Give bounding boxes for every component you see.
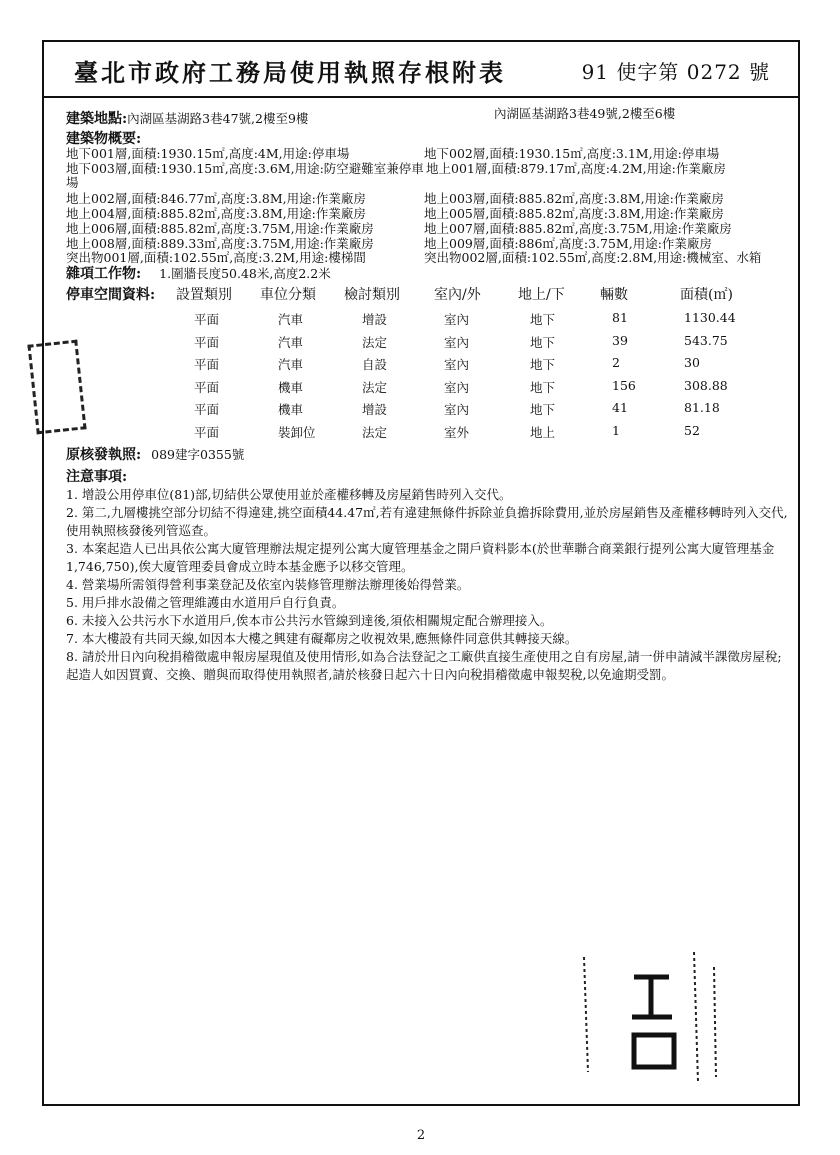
building-row: 地下002層,面積:1930.15㎡,高度:3.1M,用途:停車場 (424, 146, 720, 161)
building-row: 突出物001層,面積:102.55㎡,高度:3.2M,用途:樓梯間 (66, 250, 366, 265)
parking-cell: 平面 (194, 357, 220, 372)
parking-cell: 平面 (194, 424, 220, 440)
parking-header: 地上/下 (518, 287, 565, 303)
note-item: 7. 本大樓設有共同天線,如因本大樓之興建有礙鄰房之收視效果,應無條件同意供其轉接天線。 (66, 631, 578, 646)
title-bar (44, 42, 798, 98)
parking-cell: 裝卸位 (278, 424, 316, 440)
parking-header: 面積(㎡) (680, 287, 733, 303)
address-line (66, 108, 308, 128)
parking-cell: 室內 (444, 334, 470, 350)
building-row: 地上003層,面積:885.82㎡,高度:3.8M,用途:作業廠房 (424, 191, 724, 206)
building-label: 建築物概要: (66, 131, 142, 147)
parking-cell: 156 (612, 377, 636, 393)
address-value: 內湖區基湖路3巷47號,2樓至9樓 (127, 111, 309, 126)
misc-label: 雜項工作物: (66, 266, 142, 282)
document-frame (42, 40, 800, 1143)
building-row: 地上002層,面積:846.77㎡,高度:3.8M,用途:作業廠房 (66, 191, 366, 206)
misc-line (66, 263, 331, 283)
parking-header: 車位分類 (260, 287, 316, 303)
note-item: 3. 本案起造人已出具依公寓大廈管理辦法規定提列公寓大廈管理基金之開戶資料影本(於世華聯合商業銀行提列公寓大廈管理基金1,746,750),俟大廈管理委員會成立時本基金應予以移交管理。 (66, 541, 775, 574)
parking-cell: 39 (612, 332, 628, 348)
parking-cell: 81.18 (684, 400, 720, 415)
parking-cell: 室內 (444, 402, 470, 417)
building-row: 地下001層,面積:1930.15㎡,高度:4M,用途:停車場 (66, 146, 350, 161)
building-row: 地上001層,面積:879.17㎡,高度:4.2M,用途:作業廠房 (426, 161, 726, 176)
parking-cell: 法定 (362, 379, 388, 395)
parking-cell: 平面 (194, 379, 220, 395)
note-item: 8. 請於卅日內向稅捐稽徵處申報房屋現值及使用情形,如為合法登記之工廠供直接生產使用之自有房屋,請一併申請減半課徵房屋稅;起造人如因買賣、交換、贈與而取得使用執照者,請於核發日起六十日內向稅捐稽徵處申報契稅,以免逾期受罰。 (66, 649, 782, 682)
page-number: 2 (416, 1128, 426, 1143)
parking-cell: 室內 (444, 357, 470, 372)
parking-cell: 41 (612, 400, 628, 415)
parking-cell: 地下 (530, 402, 556, 417)
misc-value: 1.圍牆長度50.48米,高度2.2米 (159, 266, 331, 281)
note-item: 1. 增設公用停車位(81)部,切結供公眾使用並於產權移轉及房屋銷售時列入交代。 (66, 487, 512, 502)
building-row: 突出物002層,面積:102.55㎡,高度:2.8M,用途:機械室、水箱 (424, 250, 762, 265)
parking-cell: 地上 (530, 424, 556, 440)
parking-cell: 平面 (194, 402, 220, 417)
parking-cell: 2 (612, 355, 620, 370)
note-item: 6. 未接入公共污水下水道用戶,俟本市公共污水管線到達後,須依相關規定配合辦理接入。 (66, 613, 553, 628)
building-row: 地上004層,面積:885.82㎡,高度:3.8M,用途:作業廠房 (66, 206, 366, 221)
parking-cell: 室外 (444, 424, 470, 440)
parking-cell: 地下 (530, 357, 556, 372)
parking-cell: 30 (684, 355, 700, 370)
parking-cell: 1 (612, 422, 620, 438)
original-permit-label: 原核發執照: (66, 447, 142, 463)
parking-cell: 自設 (362, 357, 388, 372)
permit-number: 91 使字第 0272 號 (581, 60, 770, 84)
original-permit-line (66, 444, 244, 464)
parking-header: 室內/外 (434, 287, 481, 303)
seal-stamp-right (574, 947, 724, 1087)
parking-cell: 室內 (444, 379, 470, 395)
parking-cell: 機車 (278, 379, 304, 395)
parking-header: 輛數 (600, 287, 628, 303)
building-row: 地上009層,面積:886㎡,高度:3.75M,用途:作業廠房 (424, 236, 712, 251)
building-row: 地下003層,面積:1930.15㎡,高度:3.6M,用途:防空避難室兼停車 (66, 161, 424, 176)
original-permit-value: 089建字0355號 (151, 447, 245, 462)
parking-cell: 1130.44 (684, 310, 736, 325)
parking-cell: 地下 (530, 334, 556, 350)
building-row: 地上007層,面積:885.82㎡,高度:3.75M,用途:作業廠房 (424, 221, 732, 236)
parking-cell: 平面 (194, 312, 220, 327)
parking-cell: 汽車 (278, 334, 304, 350)
parking-cell: 汽車 (278, 312, 304, 327)
address-label: 建築地點: (66, 111, 128, 127)
parking-cell: 81 (612, 310, 628, 325)
parking-cell: 法定 (362, 424, 388, 440)
document-title: 臺北市政府工務局使用執照存根附表 (74, 58, 506, 87)
note-item: 2. 第二,九層樓挑空部分切結不得違建,挑空面積44.47㎡,若有違建無條件拆除並負擔拆除費用,並於房屋銷售及產權移轉時列入交代,使用執照核發後列管巡查。 (66, 505, 788, 538)
parking-cell: 543.75 (684, 332, 728, 348)
building-row: 地上008層,面積:889.33㎡,高度:3.75M,用途:作業廠房 (66, 236, 374, 251)
parking-cell: 地下 (530, 379, 556, 395)
parking-cell: 52 (684, 422, 700, 438)
parking-cell: 機車 (278, 402, 304, 417)
parking-cell: 汽車 (278, 357, 304, 372)
parking-cell: 308.88 (684, 377, 728, 393)
note-item: 5. 用戶排水設備之管理維護由水道用戶自行負責。 (66, 595, 345, 610)
seal-stamp-left (27, 340, 86, 435)
parking-header: 設置類別 (176, 287, 232, 303)
building-row: 場 (66, 175, 79, 190)
parking-cell: 室內 (444, 312, 470, 327)
parking-cell: 增設 (362, 312, 388, 327)
building-row: 地上005層,面積:885.82㎡,高度:3.8M,用途:作業廠房 (424, 206, 724, 221)
parking-header: 檢討類別 (344, 287, 400, 303)
building-row: 地上006層,面積:885.82㎡,高度:3.75M,用途:作業廠房 (66, 221, 374, 236)
notes-label: 注意事項: (66, 469, 128, 485)
address-right: 內湖區基湖路3巷49號,2樓至6樓 (494, 106, 676, 121)
parking-cell: 地下 (530, 312, 556, 327)
note-item: 4. 營業場所需領得營利事業登記及依室內裝修管理辦法辦理後始得營業。 (66, 577, 470, 592)
parking-cell: 平面 (194, 334, 220, 350)
parking-cell: 增設 (362, 402, 388, 417)
parking-label: 停車空間資料: (66, 287, 156, 303)
parking-cell: 法定 (362, 334, 388, 350)
